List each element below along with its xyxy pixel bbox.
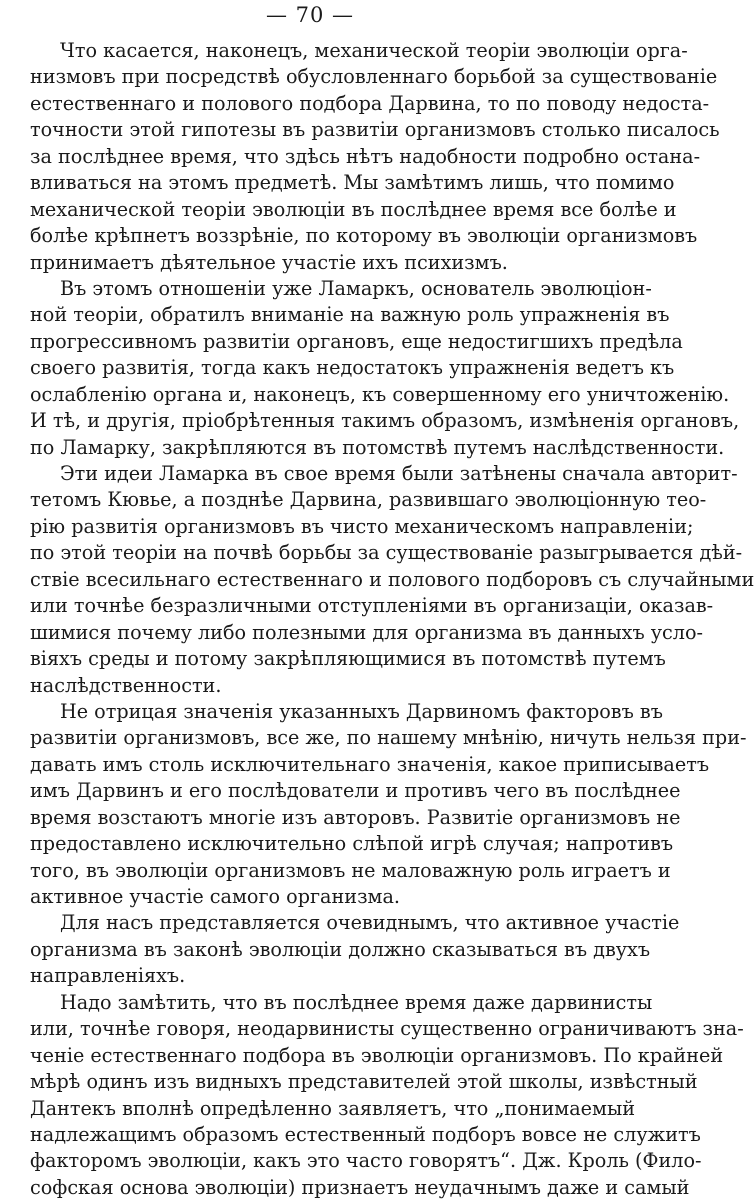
text-line: ной теоріи, обратилъ вниманіе на важную роль упражненія въ [30,303,670,327]
text-line: того, въ эволюціи организмовъ не маловажную роль играетъ и [30,858,671,882]
text-line: Для насъ представляется очевиднымъ, что активное участіе [60,911,680,935]
text-line: или, точнѣе говоря, неодарвинисты существенно ограничиваютъ зна- [30,1017,744,1041]
text-line: давать имъ столь исключительнаго значенія, какое приписываетъ [30,752,710,776]
page-number: — 70 — [265,3,355,27]
paragraph [30,276,740,461]
text-line: направленіяхъ. [30,964,186,988]
paragraph [30,461,754,699]
text-line: по Ламарку, закрѣпляются въ потомствѣ путемъ наслѣдственности. [30,435,725,459]
text-line: рію развитія организмовъ въ чисто механическомъ направленіи; [30,514,694,538]
text-line: организма въ законѣ эволюціи должно сказываться въ двухъ [30,937,651,961]
text-line: віяхъ среды и потому закрѣпляющимися въ потомствѣ путемъ [30,647,666,671]
text-line: или точнѣе безразличными отступленіями въ организаціи, оказав- [30,594,714,618]
text-line: своего развитія, тогда какъ недостатокъ упражненія ведетъ къ [30,356,675,380]
text-line: Эти идеи Ламарка въ свое время были затѣнены сначала авторит- [60,462,738,485]
text-line: за послѣднее время, что здѣсь нѣтъ надобности подробно остана- [30,144,701,168]
text-line: шимися почему либо полезными для организма въ данныхъ усло- [30,620,704,644]
text-line: Надо замѣтить, что въ послѣднее время даже дарвинисты [60,990,653,1014]
text-line: Въ этомъ отношеніи уже Ламаркъ, основатель эволюціон- [60,276,652,300]
body-text [30,38,754,1201]
text-line: Что касается, наконецъ, механической теоріи эволюціи орга- [60,39,688,62]
text-line: точности этой гипотезы въ развитіи организмовъ столько писалось [30,118,720,142]
text-line: предоставлено исключительно слѣпой игрѣ случая; напротивъ [30,832,674,856]
text-line: ченіе естественнаго подбора въ эволюціи организмовъ. По крайней [30,1043,724,1067]
text-line: низмовъ при посредствѣ обусловленнаго борьбой за существованіе [30,65,718,89]
text-line: вливаться на этомъ предметѣ. Мы замѣтимъ лишь, что помимо [30,171,675,195]
paragraph [30,910,680,989]
text-line: ствіе всесильнаго естественнаго и полового подборовъ съ случайными [30,567,754,591]
text-line: развитіи организмовъ, все же, по нашему мнѣнію, ничуть нельзя при- [30,726,747,750]
text-line: естественнаго и полового подбора Дарвина, то по поводу недоста- [30,91,710,115]
text-line: механической теоріи эволюціи въ послѣднее время все болѣе и [30,197,677,221]
paragraph [30,38,720,276]
text-line: по этой теоріи на почвѣ борьбы за существованіе разыгрывается дѣй- [30,541,743,565]
text-line: И тѣ, и другія, пріобрѣтенныя такимъ образомъ, измѣненія органовъ, [30,409,740,433]
text-line: факторомъ эволюціи, какъ это часто говорятъ“. Дж. Кроль (Фило- [30,1149,702,1173]
text-line: софская основа эволюціи) признаетъ неудачнымъ даже и самый [30,1175,690,1199]
text-line: тетомъ Кювье, а позднѣе Дарвина, развившаго эволюціонную тео- [30,488,707,512]
text-line: наслѣдственности. [30,673,222,697]
paragraph [30,990,744,1201]
text-line: болѣе крѣпнетъ воззрѣніе, по которому въ эволюціи организмовъ [30,224,698,248]
text-line: мѣрѣ одинъ изъ видныхъ представителей этой школы, извѣстный [30,1070,698,1094]
text-line: принимаетъ дѣятельное участіе ихъ психизмъ. [30,250,508,274]
text-line: Не отрицая значенія указанныхъ Дарвиномъ факторовъ въ [60,699,663,723]
paragraph [30,699,747,911]
text-line: время возстаютъ многіе изъ авторовъ. Развитіе организмовъ не [30,805,681,829]
text-line: Дантекъ вполнѣ опредѣленно заявляетъ, что „понимаемый [30,1096,636,1120]
text-line: надлежащимъ образомъ естественный подборъ вовсе не служитъ [30,1122,701,1146]
text-line: ослабленію органа и, наконецъ, къ совершенному его уничтоженію. [30,382,730,406]
text-line: прогрессивномъ развитіи органовъ, еще недостигшихъ предѣла [30,329,683,353]
text-line: активное участіе самого организма. [30,885,400,908]
text-line: имъ Дарвинъ и его послѣдователи и противъ чего въ послѣднее [30,779,681,803]
